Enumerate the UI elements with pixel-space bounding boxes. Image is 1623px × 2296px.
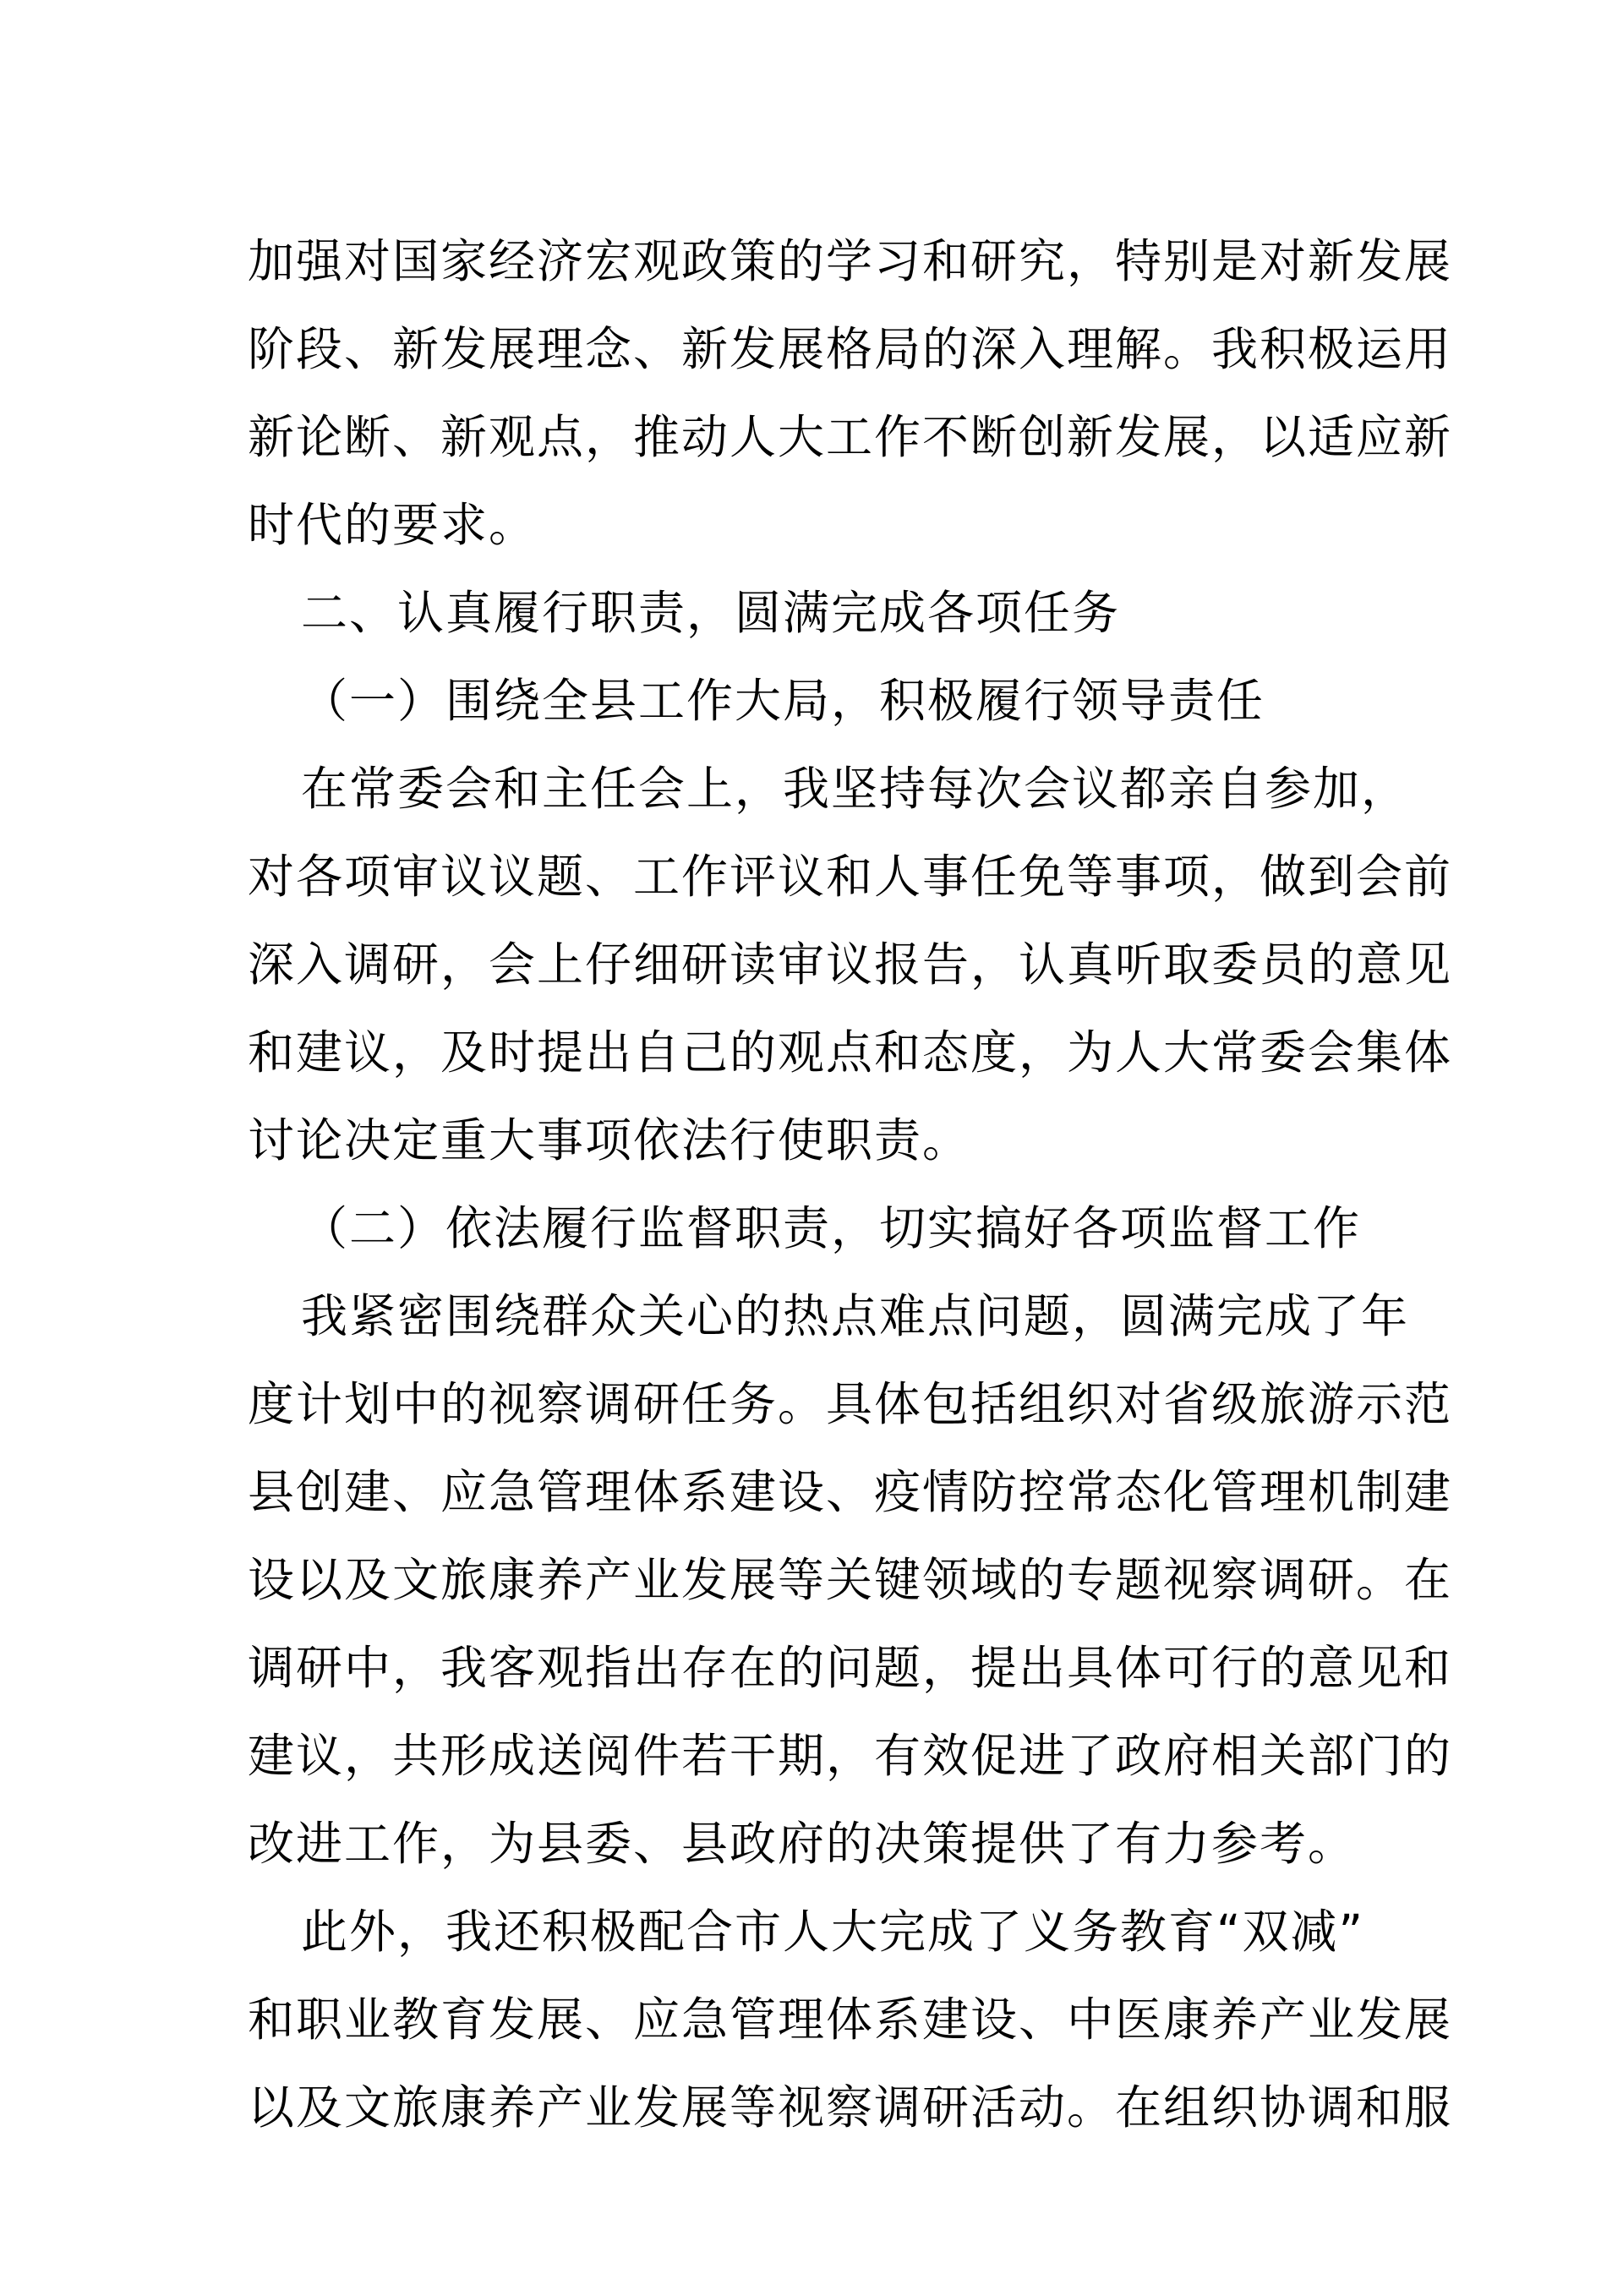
text-line: 设以及文旅康养产业发展等关键领域的专题视察调研。在 <box>248 1553 1453 1607</box>
text-line: 阶段、新发展理念、新发展格局的深入理解。我积极运用 <box>248 322 1453 376</box>
text-line: 时代的要求。 <box>248 498 538 552</box>
paragraph-first-line: 我紧密围绕群众关心的热点难点问题，圆满完成了年 <box>301 1289 1410 1343</box>
text-line: 以及文旅康养产业发展等视察调研活动。在组织协调和服 <box>248 2080 1453 2135</box>
subsection-heading: （一）围绕全县工作大局，积极履行领导责任 <box>301 674 1265 728</box>
text-line: 县创建、应急管理体系建设、疫情防控常态化管理机制建 <box>248 1465 1453 1519</box>
text-line: 讨论决定重大事项依法行使职责。 <box>248 1113 971 1167</box>
text-line: 对各项审议议题、工作评议和人事任免等事项，做到会前 <box>248 850 1453 904</box>
text-line: 建议，共形成送阅件若干期，有效促进了政府相关部门的 <box>248 1729 1453 1783</box>
paragraph-first-line: 此外，我还积极配合市人大完成了义务教育“双减” <box>301 1905 1364 1959</box>
text-line: 深入调研，会上仔细研读审议报告，认真听取委员的意见 <box>248 938 1453 992</box>
text-line: 调研中，我客观指出存在的问题，提出具体可行的意见和 <box>248 1641 1453 1695</box>
text-line: 度计划中的视察调研任务。具体包括组织对省级旅游示范 <box>248 1377 1453 1431</box>
subsection-heading: （二）依法履行监督职责，切实搞好各项监督工作 <box>301 1201 1362 1255</box>
text-line: 和职业教育发展、应急管理体系建设、中医康养产业发展 <box>248 1993 1453 2047</box>
text-line: 加强对国家经济宏观政策的学习和研究，特别是对新发展 <box>248 234 1453 288</box>
text-line: 新论断、新观点，推动人大工作不断创新发展，以适应新 <box>248 410 1453 464</box>
text-line: 和建议，及时提出自己的观点和态度，为人大常委会集体 <box>248 1025 1453 1080</box>
paragraph-first-line: 在常委会和主任会上，我坚持每次会议都亲自参加， <box>301 762 1410 816</box>
text-line: 改进工作，为县委、县政府的决策提供了有力参考。 <box>248 1817 1357 1871</box>
section-heading: 二、认真履行职责，圆满完成各项任务 <box>301 586 1121 640</box>
